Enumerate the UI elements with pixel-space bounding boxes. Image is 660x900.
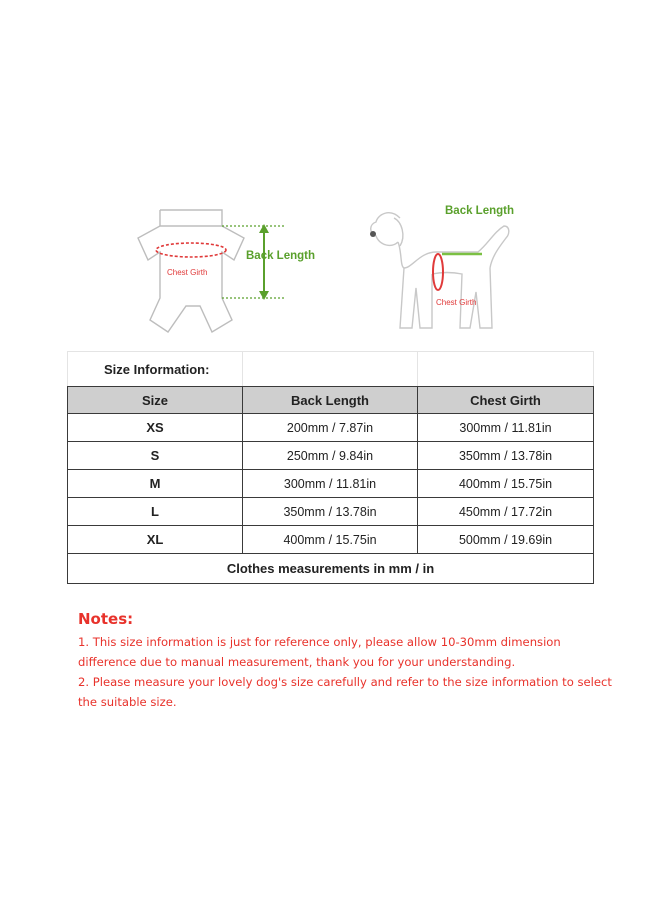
shirt-measurement-diagram [130, 198, 330, 338]
header-size: Size [68, 387, 243, 414]
size-info-blank [243, 352, 418, 387]
dog-outline-icon [360, 196, 520, 336]
notes-title: Notes: [78, 610, 134, 628]
dog-measurement-diagram [360, 196, 520, 336]
table-row [68, 498, 594, 526]
shirt-chest-girth-label: Chest Girth [167, 268, 208, 277]
chest-girth-cell: 350mm / 13.78in [418, 442, 594, 470]
back-length-cell: 200mm / 7.87in [243, 414, 418, 442]
notes-section [78, 610, 618, 712]
table-footer: Clothes measurements in mm / in [68, 554, 594, 584]
back-length-cell: 300mm / 11.81in [243, 470, 418, 498]
table-footer-row [68, 554, 594, 584]
table-row [68, 470, 594, 498]
header-back-length: Back Length [243, 387, 418, 414]
size-cell: XL [68, 526, 243, 554]
note-item: 2. Please measure your lovely dog's size carefully and refer to the size information to select the suitable size. [78, 675, 612, 709]
shirt-back-length-label: Back Length [246, 250, 316, 262]
table-header-row [68, 387, 594, 414]
header-chest-girth: Chest Girth [418, 387, 594, 414]
size-info-label: Size Information: [68, 352, 243, 387]
size-info-blank [418, 352, 594, 387]
table-row [68, 526, 594, 554]
chest-girth-cell: 300mm / 11.81in [418, 414, 594, 442]
back-length-cell: 400mm / 15.75in [243, 526, 418, 554]
back-length-cell: 350mm / 13.78in [243, 498, 418, 526]
table-row [68, 442, 594, 470]
chest-girth-cell: 400mm / 15.75in [418, 470, 594, 498]
size-cell: S [68, 442, 243, 470]
size-cell: L [68, 498, 243, 526]
size-info-row [68, 352, 594, 387]
size-cell: M [68, 470, 243, 498]
dog-chest-girth-label: Chest Girth [436, 298, 477, 307]
chest-girth-cell: 500mm / 19.69in [418, 526, 594, 554]
note-item: 1. This size information is just for reference only, please allow 10-30mm dimension difference due to manual measurement, thank you for your understanding. [78, 635, 561, 669]
shirt-outline-icon [130, 198, 330, 338]
size-table [67, 351, 594, 584]
dog-back-length-label: Back Length [445, 205, 515, 217]
size-cell: XS [68, 414, 243, 442]
chest-girth-cell: 450mm / 17.72in [418, 498, 594, 526]
back-length-cell: 250mm / 9.84in [243, 442, 418, 470]
table-row [68, 414, 594, 442]
